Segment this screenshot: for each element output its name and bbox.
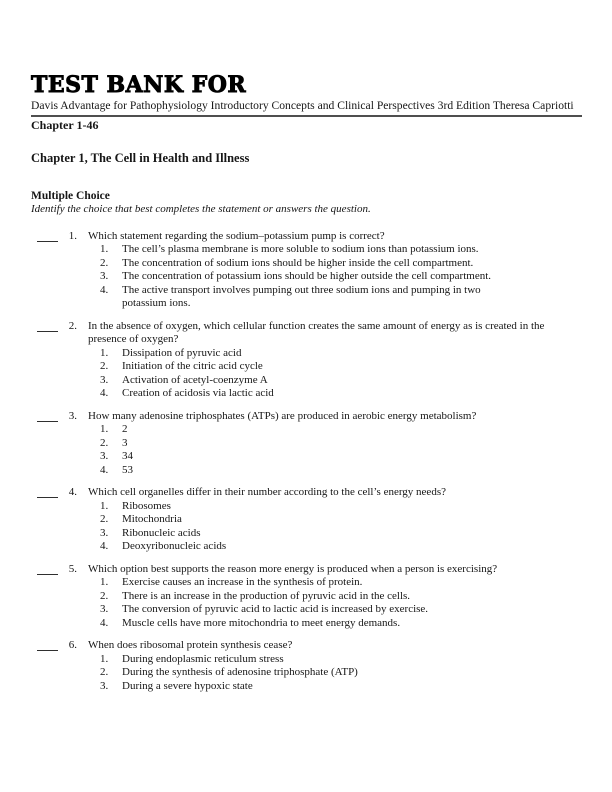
choice-number: 3. — [100, 526, 109, 539]
question-body — [88, 230, 582, 311]
choice-number: 4. — [100, 540, 109, 553]
choice-text: During a severe hypoxic state — [122, 679, 253, 692]
choice-number: 3. — [100, 450, 109, 463]
choice-text: The active transport involves pumping out three sodium ions and pumping in two potassium ions. — [122, 283, 481, 310]
choice-text: During the synthesis of adenosine triphosphate (ATP) — [122, 666, 358, 679]
choice-text: The cell’s plasma membrane is more soluble to sodium ions than potassium ions. — [122, 243, 479, 256]
question-body — [88, 320, 582, 401]
choice-text: The concentration of potassium ions should be higher outside the cell compartment. — [122, 270, 492, 283]
choice — [88, 437, 582, 451]
choice-text: Ribonucleic acids — [122, 526, 201, 539]
choice — [88, 450, 582, 464]
choice-number: 4. — [100, 616, 109, 629]
choice-text: Creation of acidosis via lactic acid — [122, 387, 274, 400]
question-4 — [31, 486, 582, 554]
choice-number: 3. — [100, 373, 109, 386]
question-body — [88, 639, 582, 693]
choice — [88, 360, 582, 374]
choice-number: 1. — [100, 652, 109, 665]
question-number: 1. — [68, 229, 77, 242]
choice — [88, 387, 582, 401]
choice-text: 34 — [122, 450, 133, 463]
choice-number: 1. — [100, 423, 109, 436]
question-number: 4. — [68, 486, 77, 499]
choice — [88, 680, 582, 694]
choice — [88, 513, 582, 527]
question-number: 5. — [68, 562, 77, 575]
choice — [88, 527, 582, 541]
choice-text: Ribosomes — [122, 499, 171, 512]
choice — [88, 423, 582, 437]
choice-number: 4. — [100, 463, 109, 476]
choice-text: Mitochondria — [122, 513, 182, 526]
choice-list — [88, 243, 582, 311]
question-body — [88, 410, 582, 478]
book-title: Davis Advantage for Pathophysiology Introductory Concepts and Clinical Perspectives 3rd Edition Theresa Capriotti — [31, 99, 574, 112]
question-3 — [31, 410, 582, 478]
question-text: Which statement regarding the sodium–potassium pump is correct? — [88, 229, 385, 242]
question-body — [88, 486, 582, 554]
choice — [88, 257, 582, 271]
header — [31, 74, 582, 132]
instructions: Identify the choice that best completes the statement or answers the question. — [31, 203, 371, 216]
choice-number: 3. — [100, 603, 109, 616]
choice-list — [88, 347, 582, 401]
question-text: When does ribosomal protein synthesis cease? — [88, 639, 293, 652]
question-text: How many adenosine triphosphates (ATPs) are produced in aerobic energy metabolism? — [88, 409, 477, 422]
choice-text: There is an increase in the production of pyruvic acid in the cells. — [122, 589, 411, 602]
divider — [31, 115, 582, 117]
choice-text: The conversion of pyruvic acid to lactic acid is increased by exercise. — [122, 603, 429, 616]
answer-blank — [37, 486, 58, 498]
question-text: In the absence of oxygen, which cellular function creates the same amount of energy as is created in the presence of oxygen? — [88, 319, 545, 346]
choice — [88, 540, 582, 554]
answer-blank — [37, 563, 58, 575]
page-title: TEST BANK FOR — [31, 72, 247, 98]
chapter-heading: Chapter 1, The Cell in Health and Illness — [31, 150, 250, 165]
choice-text: The concentration of sodium ions should be higher inside the cell compartment. — [122, 256, 474, 269]
choice-number: 4. — [100, 283, 109, 296]
choice-number: 2. — [100, 436, 109, 449]
choice-number: 2. — [100, 513, 109, 526]
choice-number: 1. — [100, 499, 109, 512]
question-text: Which cell organelles differ in their number according to the cell’s energy needs? — [88, 486, 446, 499]
choice-number: 2. — [100, 589, 109, 602]
choice — [88, 464, 582, 478]
question-6 — [31, 639, 582, 693]
choice — [88, 347, 582, 361]
question-1 — [31, 230, 582, 311]
choice — [88, 590, 582, 604]
choice — [88, 243, 582, 257]
choice-list — [88, 500, 582, 554]
choice — [88, 500, 582, 514]
answer-blank — [37, 320, 58, 332]
choice-list — [88, 576, 582, 630]
choice-number: 2. — [100, 666, 109, 679]
choice-text: Exercise causes an increase in the synthesis of protein. — [122, 576, 363, 589]
choice-text: Dissipation of pyruvic acid — [122, 346, 242, 359]
answer-blank — [37, 639, 58, 651]
choice-number: 3. — [100, 679, 109, 692]
question-text: Which option best supports the reason more energy is produced when a person is exercising? — [88, 562, 498, 575]
question-number: 3. — [68, 409, 77, 422]
choice — [88, 576, 582, 590]
choice-number: 2. — [100, 256, 109, 269]
question-2 — [31, 320, 582, 401]
choice-list — [88, 653, 582, 694]
choice-number: 1. — [100, 243, 109, 256]
choice-number: 4. — [100, 387, 109, 400]
choice-number: 1. — [100, 346, 109, 359]
question-number: 6. — [68, 639, 77, 652]
choice — [88, 666, 582, 680]
question-5 — [31, 563, 582, 631]
answer-blank — [37, 230, 58, 242]
question-body — [88, 563, 582, 631]
choice-text: Muscle cells have more mitochondria to meet energy demands. — [122, 616, 401, 629]
choice-text: During endoplasmic reticulum stress — [122, 652, 284, 665]
choice-number: 3. — [100, 270, 109, 283]
choice-text: Initiation of the citric acid cycle — [122, 360, 263, 373]
choice-number: 1. — [100, 576, 109, 589]
choice — [88, 653, 582, 667]
choice-text: 2 — [122, 423, 128, 436]
choice — [88, 284, 582, 311]
choice-text: 53 — [122, 463, 133, 476]
choice-number: 2. — [100, 360, 109, 373]
choice — [88, 603, 582, 617]
chapter-range: Chapter 1-46 — [31, 117, 99, 132]
choice — [88, 374, 582, 388]
answer-blank — [37, 410, 58, 422]
question-list — [31, 230, 582, 694]
choice-text: Activation of acetyl-coenzyme A — [122, 373, 268, 386]
section-heading: Multiple Choice — [31, 189, 110, 202]
choice-text: Deoxyribonucleic acids — [122, 540, 227, 553]
choice — [88, 270, 582, 284]
choice-list — [88, 423, 582, 477]
choice — [88, 617, 582, 631]
choice-text: 3 — [122, 436, 128, 449]
question-number: 2. — [68, 319, 77, 332]
